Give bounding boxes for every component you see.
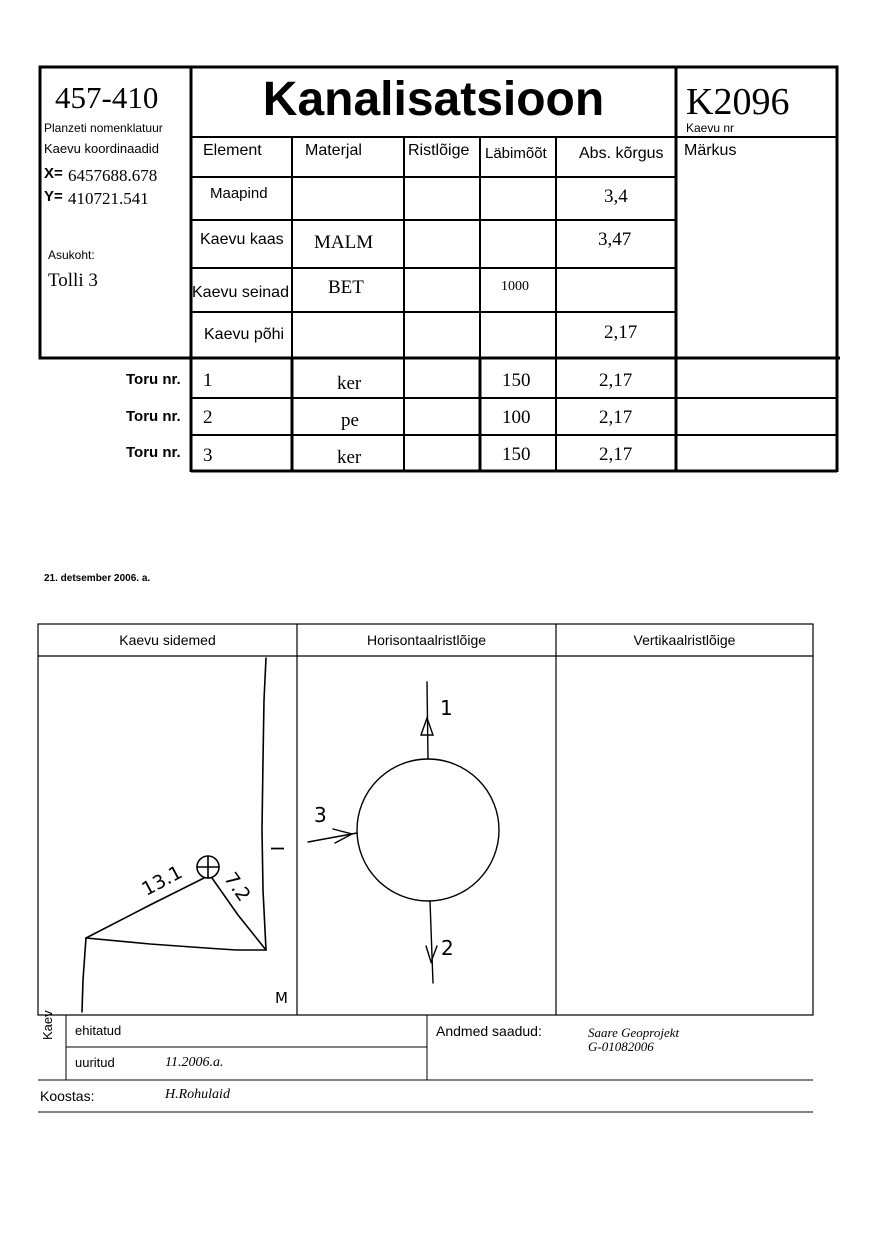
connection-sketch xyxy=(82,658,266,1012)
lid-material: MALM xyxy=(314,232,374,253)
well-number-label: Kaevu nr xyxy=(686,121,735,135)
pipe-diameter: 150 xyxy=(502,370,531,391)
built-label: ehitatud xyxy=(75,1023,122,1038)
well-number-value: K2096 xyxy=(686,81,790,123)
x-coordinate-value: 6457688.678 xyxy=(68,166,158,185)
document-date: 21. detsember 2006. a. xyxy=(44,573,151,584)
author-value: H.Rohulaid xyxy=(165,1087,230,1102)
manhole-marker: M xyxy=(275,989,288,1007)
distance-label-7: 7.2 xyxy=(219,868,255,906)
pipe-number: 1 xyxy=(203,370,213,391)
measured-label: uuritud xyxy=(75,1055,115,1070)
column-header-abs-height: Abs. kõrgus xyxy=(579,145,664,162)
pipe-1-label: 1 xyxy=(440,696,453,720)
pipe-material: ker xyxy=(337,373,362,394)
column-header-material: Materjal xyxy=(305,142,362,159)
pipe-height: 2,17 xyxy=(599,444,633,465)
y-coordinate-label: Y= xyxy=(44,188,63,205)
walls-material: BET xyxy=(328,277,364,298)
x-coordinate-label: X= xyxy=(44,165,63,182)
page-title: Kanalisatsioon xyxy=(262,73,605,126)
data-source-label: Andmed saadud: xyxy=(436,1023,542,1039)
element-row-lid: Kaevu kaas xyxy=(200,231,284,248)
location-value: Tolli 3 xyxy=(48,270,98,291)
location-label: Asukoht: xyxy=(48,248,95,262)
pipe-material: ker xyxy=(337,447,362,468)
pipe-row-label: Toru nr. xyxy=(126,371,181,388)
pipe-number: 2 xyxy=(203,407,213,428)
panel-title-vertical: Vertikaalristlõige xyxy=(633,632,736,648)
horizontal-section-drawing xyxy=(308,682,499,983)
panel-title-connections: Kaevu sidemed xyxy=(119,632,216,648)
element-row-bottom: Kaevu põhi xyxy=(204,326,285,343)
pipe-number: 3 xyxy=(203,445,213,466)
column-header-diameter: Läbimõõt xyxy=(485,145,547,162)
element-row-ground: Maapind xyxy=(210,185,268,202)
marker-i: I xyxy=(266,845,288,852)
nomenclature-value: 457-410 xyxy=(55,80,159,115)
pipe-height: 2,17 xyxy=(599,407,633,428)
pipe-material: pe xyxy=(341,410,359,431)
pipe-row-label: Toru nr. xyxy=(126,408,181,425)
well-side-label: Kaev xyxy=(40,1010,55,1040)
column-header-cross-section: Ristlõige xyxy=(408,142,470,159)
data-source-company: Saare Geoprojekt xyxy=(588,1025,680,1040)
measured-value: 11.2006.a. xyxy=(165,1055,224,1070)
column-header-notes: Märkus xyxy=(684,142,737,159)
panel-title-horizontal: Horisontaalristlõige xyxy=(366,632,487,648)
data-source-code: G-01082006 xyxy=(588,1039,654,1054)
walls-diameter: 1000 xyxy=(501,279,529,294)
bottom-height: 2,17 xyxy=(604,322,638,343)
column-header-element: Element xyxy=(203,142,262,159)
pipe-2-label: 2 xyxy=(441,936,454,960)
pipe-row-label: Toru nr. xyxy=(126,444,181,461)
nomenclature-label: Planzeti nomenklatuur xyxy=(44,121,163,135)
author-label: Koostas: xyxy=(40,1088,95,1104)
lid-height: 3,47 xyxy=(598,229,632,250)
y-coordinate-value: 410721.541 xyxy=(68,189,149,208)
ground-height: 3,4 xyxy=(604,186,628,207)
coordinates-label: Kaevu koordinaadid xyxy=(44,141,159,156)
pipe-height: 2,17 xyxy=(599,370,633,391)
pipe-diameter: 150 xyxy=(502,444,531,465)
pipe-diameter: 100 xyxy=(502,407,531,428)
pipe-3-label: 3 xyxy=(314,803,327,827)
element-row-walls: Kaevu seinad xyxy=(192,284,289,301)
distance-label-13: 13.1 xyxy=(138,861,187,901)
